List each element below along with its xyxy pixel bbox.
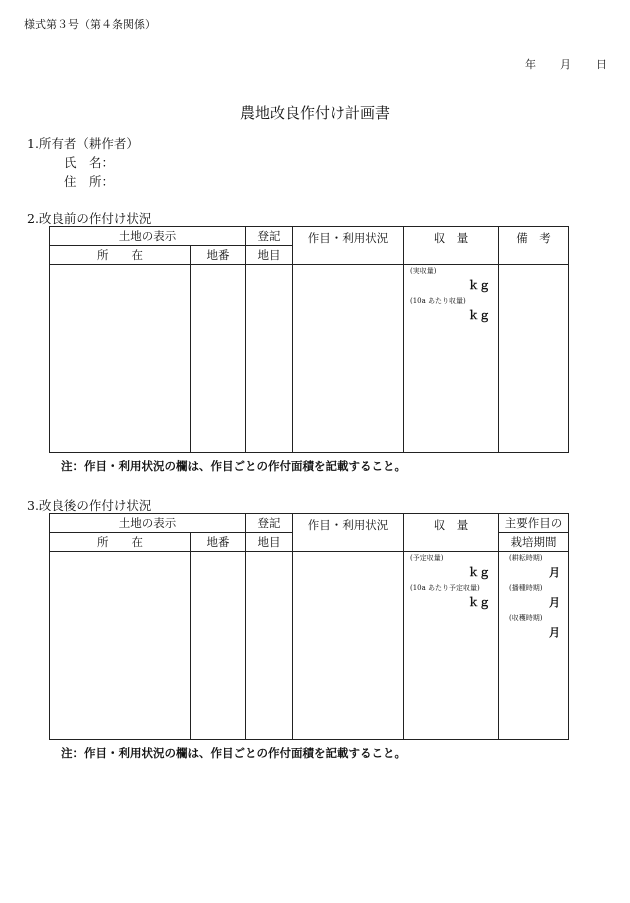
planned-yield-unit: ｋｇ <box>468 566 490 579</box>
date-year-label: 年 <box>525 58 536 71</box>
crop-cell[interactable] <box>293 265 404 453</box>
registered-header-bottom: 地目 <box>246 246 293 265</box>
location-cell[interactable] <box>50 265 191 453</box>
section2-heading: 2.改良前の作付け状況 <box>27 211 152 226</box>
harvest-period-label: (収穫時期) <box>509 614 543 622</box>
date-month-label: 月 <box>560 58 571 71</box>
remarks-header: 備 考 <box>499 227 569 265</box>
crop-cell[interactable] <box>293 552 404 740</box>
after-crop-table <box>49 513 569 740</box>
section1-heading: 1.所有者（耕作者） <box>27 136 139 151</box>
tillage-period-label: (耕耘時期) <box>509 554 543 562</box>
tillage-month-unit: 月 <box>549 566 560 579</box>
remarks-cell[interactable] <box>499 265 569 453</box>
location-cell[interactable] <box>50 552 191 740</box>
sowing-month-unit: 月 <box>549 596 560 609</box>
land-header: 土地の表示 <box>50 514 246 533</box>
period-header-bottom: 栽培期間 <box>499 533 569 552</box>
per10a-planned-yield-unit: ｋｇ <box>468 596 490 609</box>
per10a-yield-unit: ｋｇ <box>468 309 490 322</box>
yield-header: 収 量 <box>404 514 499 552</box>
form-number: 様式第３号（第４条関係） <box>24 18 156 31</box>
section3-heading: 3.改良後の作付け状況 <box>27 498 152 513</box>
period-cell[interactable] <box>499 552 569 740</box>
registered-header-top: 登記 <box>246 514 293 533</box>
per10a-yield-label: (10a あたり収量) <box>410 297 466 305</box>
registered-header-top: 登記 <box>246 227 293 246</box>
registered-cell[interactable] <box>246 552 293 740</box>
location-header: 所 在 <box>50 246 191 265</box>
registered-cell[interactable] <box>246 265 293 453</box>
planned-yield-label: (予定収量) <box>410 554 444 562</box>
yield-header: 収 量 <box>404 227 499 265</box>
actual-yield-label: (実収量) <box>410 267 437 275</box>
crop-header: 作目・利用状況 <box>293 514 404 552</box>
sowing-period-label: (播種時期) <box>509 584 543 592</box>
lot-cell[interactable] <box>191 552 246 740</box>
section3-note: 注：作目・利用状況の欄は、作目ごとの作付面積を記載すること。 <box>61 746 406 760</box>
owner-address-label[interactable]: 住 所： <box>64 174 115 189</box>
page-title: 農地改良作付け計画書 <box>239 104 390 122</box>
location-header: 所 在 <box>50 533 191 552</box>
lot-header: 地番 <box>191 533 246 552</box>
yield-cell[interactable] <box>404 552 499 740</box>
land-header: 土地の表示 <box>50 227 246 246</box>
date-day-label: 日 <box>596 58 607 71</box>
section2-note: 注：作目・利用状況の欄は、作目ごとの作付面積を記載すること。 <box>61 459 406 473</box>
owner-name-label[interactable]: 氏 名： <box>64 155 115 170</box>
per10a-planned-yield-label: (10a あたり予定収量) <box>410 584 480 592</box>
before-crop-table <box>49 226 569 453</box>
registered-header-bottom: 地目 <box>246 533 293 552</box>
yield-cell[interactable] <box>404 265 499 453</box>
lot-cell[interactable] <box>191 265 246 453</box>
crop-header: 作目・利用状況 <box>293 227 404 265</box>
harvest-month-unit: 月 <box>549 626 560 639</box>
lot-header: 地番 <box>191 246 246 265</box>
actual-yield-unit: ｋｇ <box>468 279 490 292</box>
period-header-top: 主要作目の <box>499 514 569 533</box>
